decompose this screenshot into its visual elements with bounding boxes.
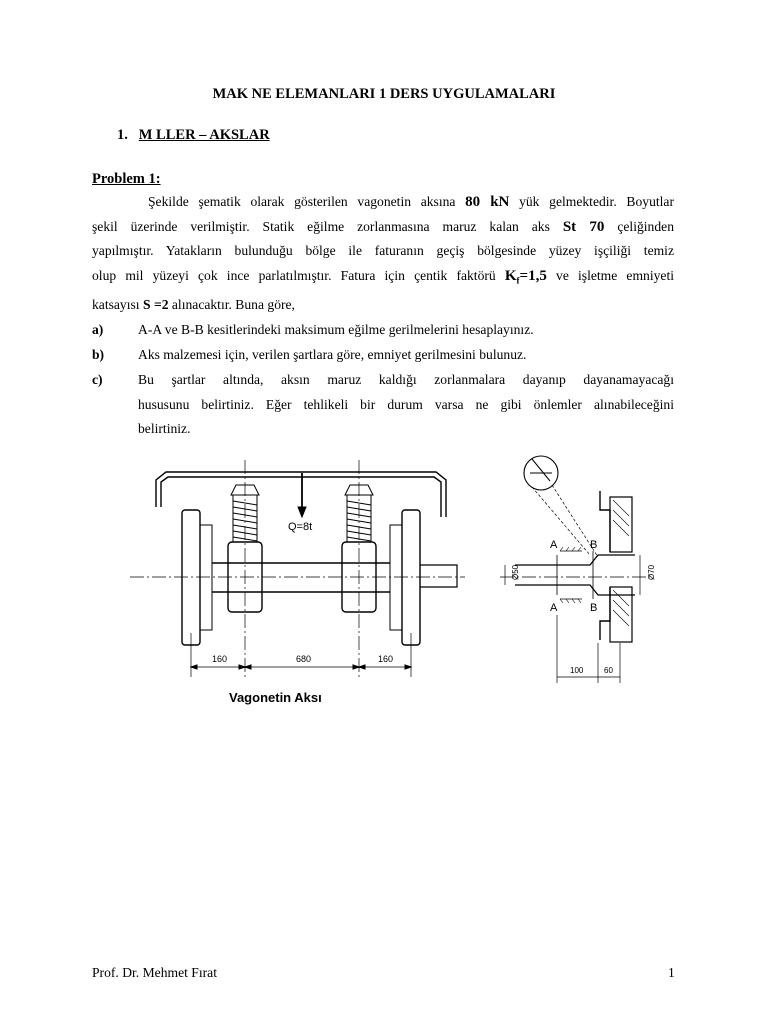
dimension-right: 160 (378, 654, 394, 664)
notch-factor-symbol: K (504, 267, 517, 284)
material-value: St 70 (562, 218, 605, 235)
dimension-60: 60 (604, 666, 613, 675)
detail-drawing (500, 456, 650, 683)
figure-caption: Vagonetin Aksı (229, 690, 322, 705)
section-a-bottom-label: A (550, 602, 558, 614)
section-b-top-label: B (590, 539, 598, 551)
axle-figure (120, 455, 680, 685)
notch-factor-subscript: f (516, 275, 520, 286)
question-c (92, 368, 674, 443)
dimension-middle: 680 (296, 654, 312, 664)
text-run: olup mil yüzeyi çok ince parlatılmıştır. Fatura için çentik faktörü (92, 267, 505, 283)
para-line-5 (92, 293, 674, 318)
question-label: c) (92, 372, 103, 387)
diameter-left-label: Ø50 (511, 564, 520, 580)
text-run: şekil üzerinde verilmiştir. Statik eğilme zorlanmasına maruz kalan aks (92, 218, 563, 234)
footer-author: Prof. Dr. Mehmet Fırat (92, 965, 217, 980)
question-label: a) (92, 322, 104, 337)
dimension-100: 100 (570, 666, 584, 675)
para-line-4 (92, 264, 674, 293)
question-label: b) (92, 347, 105, 362)
page-number: 1 (668, 965, 675, 980)
section-title: M LLER – AKSLAR (138, 127, 270, 143)
para-line-1 (92, 190, 674, 215)
para-line-3: yapılmıştır. Yatakların bulunduğu bölge ile faturanın geçiş bölgesinde yüzey işçiliği temiz (92, 243, 674, 259)
safety-factor-value: S =2 (142, 297, 169, 313)
load-value: 80 kN (465, 194, 510, 210)
section-a-top-label: A (550, 539, 558, 551)
question-text: Aks malzemesi için, verilen şartlara göre, emniyet gerilmesini bulunuz. (138, 347, 527, 362)
text-run: yük gelmektedir. Boyutlar (509, 194, 674, 209)
question-line: hususunu belirtiniz. Eğer tehlikeli bir durum varsa ne gibi önlemler alınabileceğini (138, 396, 674, 412)
section-b-bottom-label: B (590, 602, 598, 614)
text-run: Şekilde şematik olarak gösterilen vagonetin aksına (148, 194, 466, 209)
section-number: 1. (117, 127, 128, 143)
document-title: MAK NE ELEMANLARI 1 DERS UYGULAMALARI (212, 86, 556, 102)
text-run: alınacaktır. Buna göre, (168, 297, 295, 313)
text-run: katsayısı (92, 297, 143, 313)
text-run: ve işletme emniyeti (546, 267, 675, 283)
question-text: A-A ve B-B kesitlerindeki maksimum eğilme gerilmelerini hesaplayınız. (138, 322, 534, 337)
notch-factor-value: =1,5 (519, 267, 547, 284)
diameter-right-label: Ø70 (647, 564, 656, 580)
question-a (92, 318, 674, 343)
question-text (138, 368, 674, 442)
dimension-left: 160 (212, 654, 228, 664)
problem-paragraph (92, 190, 674, 318)
question-line: belirtiniz. (138, 421, 191, 437)
question-line: Bu şartlar altında, aksın maruz kaldığı zorlanmalara dayanıp dayanamayacağı (138, 372, 674, 387)
text-run: çeliğinden (604, 218, 674, 234)
axle-drawing (130, 460, 465, 677)
section-heading (117, 127, 270, 144)
question-b (92, 343, 674, 368)
problem-heading: Problem 1: (92, 171, 161, 187)
para-line-2 (92, 215, 674, 240)
load-label: Q=8t (288, 521, 313, 533)
